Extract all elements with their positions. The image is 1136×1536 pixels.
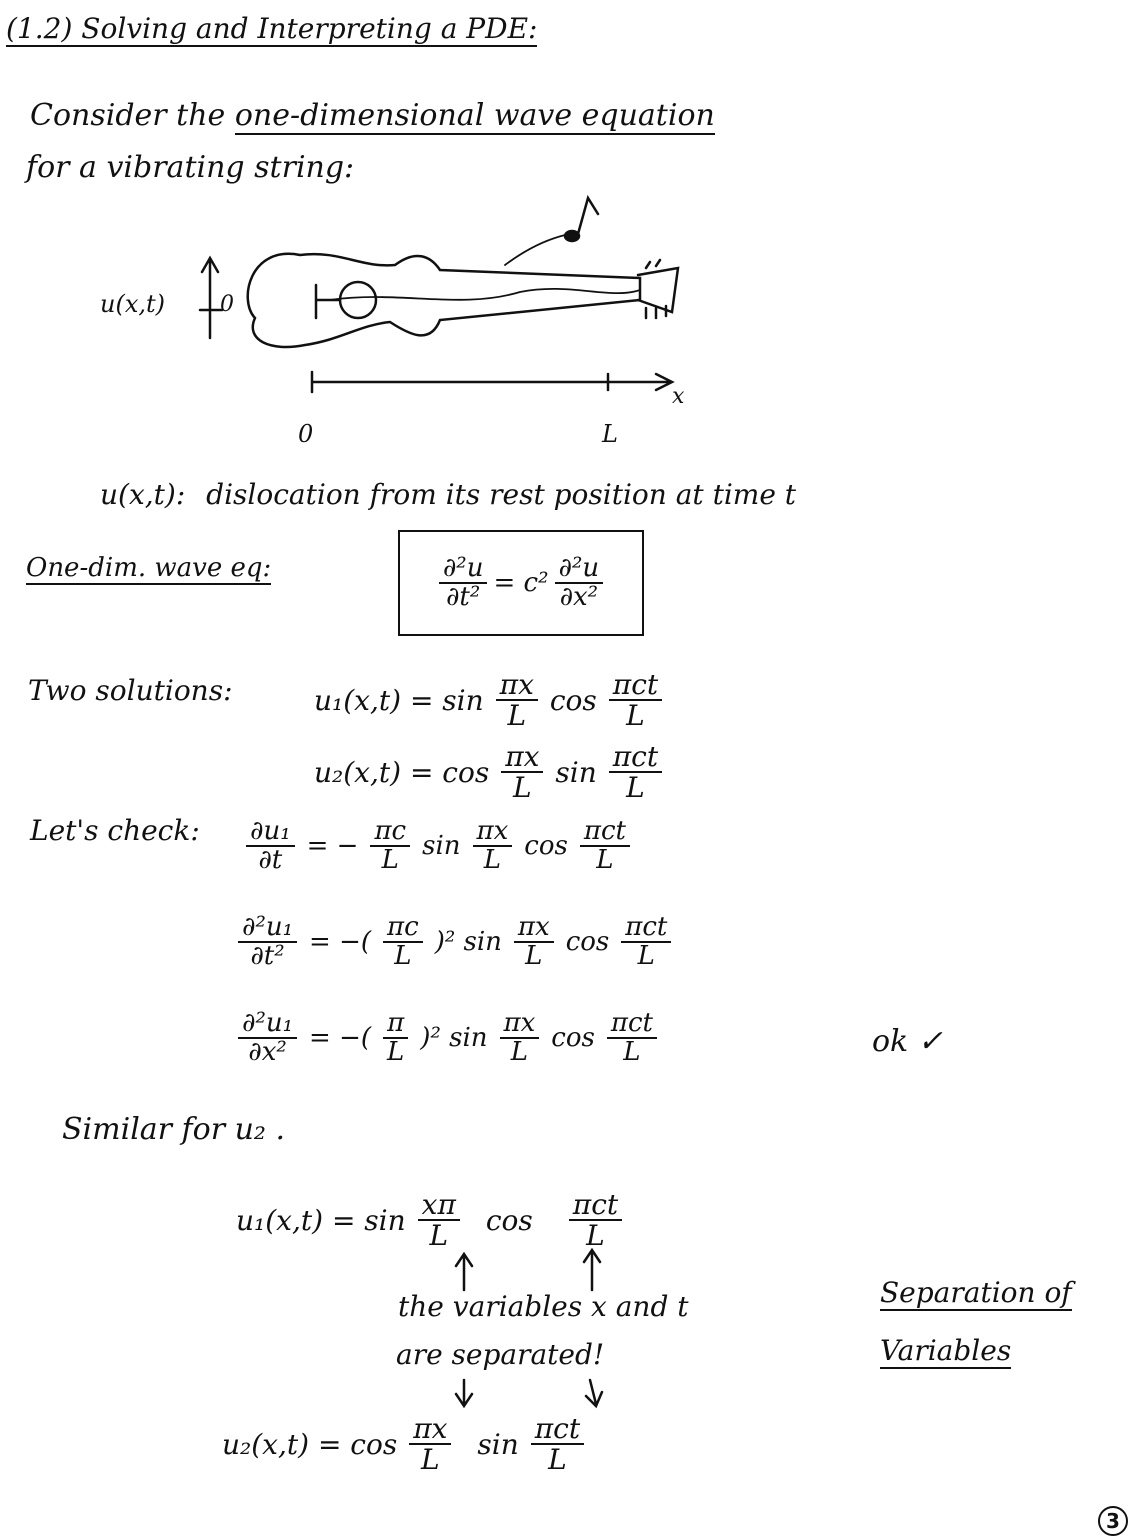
check-row-2: $\frac{\text{∂²u₁}}{\text{∂t²}}$ = −( $\frac{\pi c}{L}$ )² sin $\frac{\pi x}{L}$ cos $\frac{\text{πct}}{L}$: [232, 914, 677, 971]
zero-mark: 0: [220, 292, 234, 317]
wave-eq-lhs: $\frac{\text{∂²u}}{\text{∂t²}}$: [439, 555, 488, 612]
check-row-3: $\frac{\text{∂²u₁}}{\text{∂x²}}$ = −( $\frac{\pi}{L}$ )² sin $\frac{\pi x}{L}$ cos $\frac{\text{πct}}{L}$: [232, 1010, 663, 1067]
intro-emphasis: one-dimensional wave equation: [234, 98, 715, 133]
arrow-up-t: [584, 1250, 600, 1290]
solution-u1: u₁(x,t) = sin $\frac{\pi x}{L}$ cos $\frac{\text{πct}}{L}$: [308, 670, 668, 731]
solution-u2: u₂(x,t) = cos $\frac{\pi x}{L}$ sin $\frac{\text{πct}}{L}$: [308, 742, 668, 803]
check-ok-mark: ok ✓: [872, 1024, 943, 1059]
intro-line2: for a vibrating string:: [26, 150, 355, 185]
intro-text: Consider the: [30, 98, 226, 133]
similar-note: Similar for u₂ .: [62, 1112, 286, 1147]
definition-lhs: u(x,t):: [100, 478, 186, 511]
side-note-line1: Separation of: [880, 1276, 1072, 1309]
arrow-down-t: [586, 1380, 602, 1406]
arrow-up-x: [456, 1254, 472, 1290]
side-note-line2: Variables: [880, 1334, 1012, 1367]
check-label: Let's check:: [30, 814, 200, 847]
separated-u1: u₁(x,t) = sin $\frac{x\pi}{L}$ cos $\frac{\text{πct}}{L}$: [230, 1190, 628, 1251]
separation-note-2: are separated!: [396, 1338, 605, 1371]
wave-eq-rhs: $\frac{\text{∂²u}}{\text{∂x²}}$: [555, 555, 604, 612]
length-label: L: [602, 420, 618, 448]
separation-note-1: the variables x and t: [398, 1290, 689, 1323]
separated-u2: u₂(x,t) = cos $\frac{\pi x}{L}$ sin $\frac{\text{πct}}{L}$: [216, 1414, 590, 1475]
page-number: 3: [1098, 1506, 1128, 1536]
wave-eq-equals: = c²: [493, 568, 549, 598]
origin-label: 0: [298, 420, 314, 448]
page-heading: (1.2) Solving and Interpreting a PDE:: [6, 12, 538, 45]
arrow-down-x: [456, 1380, 472, 1406]
x-axis-label: x: [672, 384, 685, 409]
solutions-label: Two solutions:: [28, 674, 233, 707]
definition-text: dislocation from its rest position at time t: [206, 478, 797, 511]
u-label: u(x,t): [100, 290, 165, 318]
wave-eq-label: One-dim. wave eq:: [26, 553, 272, 583]
check-row-1: $\frac{\text{∂u₁}}{\partial t}$ = − $\frac{\pi c}{L}$ sin $\frac{\pi x}{L}$ cos $\frac{\text{πct}}{L}$: [240, 818, 636, 875]
